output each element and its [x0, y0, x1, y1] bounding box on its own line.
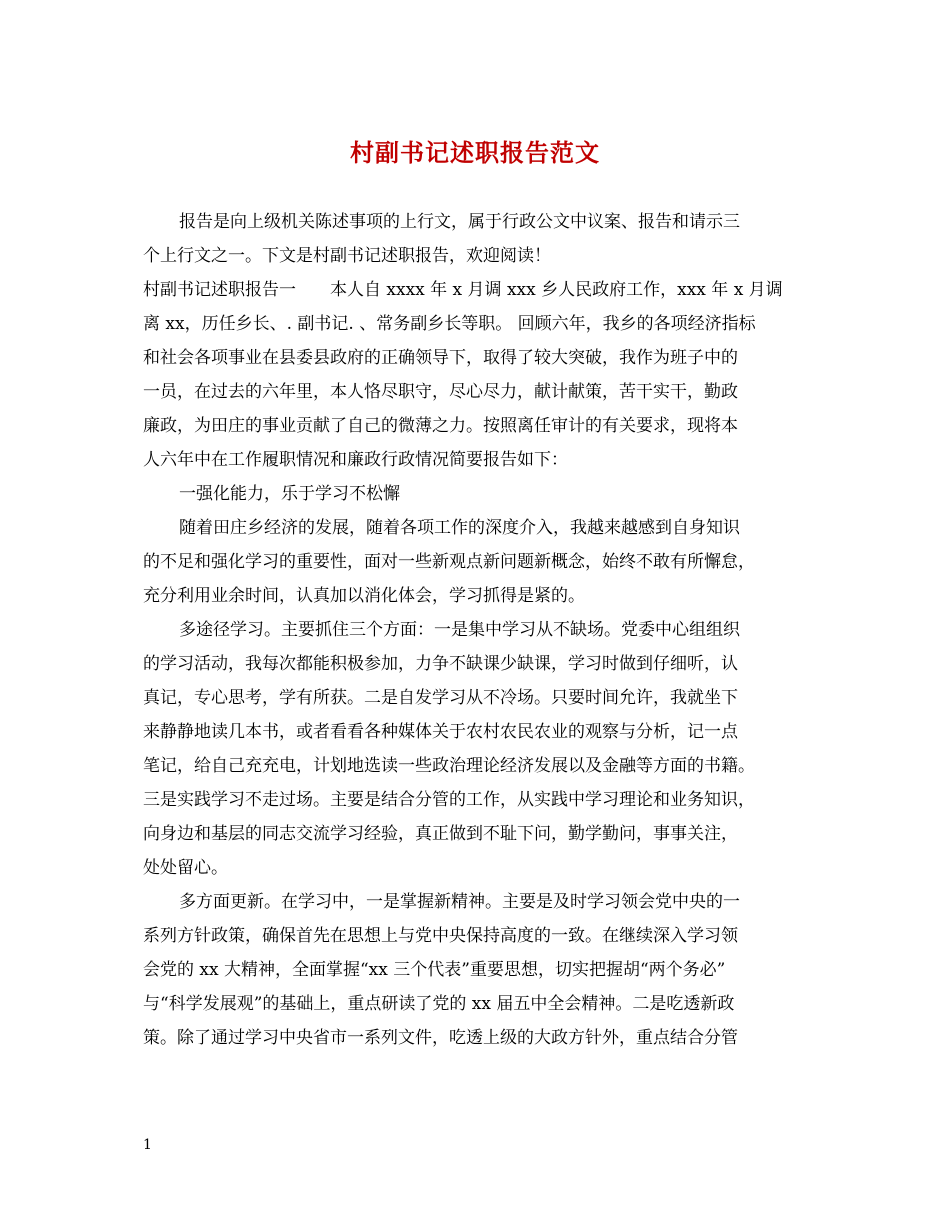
- text-line: 离 xx，历任乡长、. 副书记. 、常务副乡长等职。 回顾六年，我乡的各项经济指标: [143, 314, 756, 334]
- text-line: 充分利用业余时间，认真加以消化体会，学习抓得是紧的。: [143, 586, 585, 606]
- text-line: 的不足和强化学习的重要性，面对一些新观点新问题新概念，始终不敢有所懈怠，: [143, 552, 755, 572]
- text-line: 三是实践学习不走过场。主要是结合分管的工作，从实践中学习理论和业务知识，: [143, 790, 755, 810]
- text-line: 和社会各项事业在县委县政府的正确领导下，取得了较大突破，我作为班子中的: [143, 348, 738, 368]
- text-line: 处处留心。: [143, 858, 228, 878]
- text-line: 的学习活动，我每次都能积极参加，力争不缺课少缺课，学习时做到仔细听，认: [143, 654, 738, 674]
- text-line: 多方面更新。在学习中，一是掌握新精神。主要是及时学习领会党中央的一: [179, 892, 740, 912]
- text-line: 系列方针政策，确保首先在思想上与党中央保持高度的一致。在继续深入学习领: [143, 926, 738, 946]
- text-line: 与“科学发展观”的基础上，重点研读了党的 xx 届五中全会精神。二是吃透新政: [143, 994, 735, 1014]
- text-line: 廉政，为田庄的事业贡献了自己的微薄之力。按照离任审计的有关要求，现将本: [143, 416, 738, 436]
- text-line: 向身边和基层的同志交流学习经验，真正做到不耻下问，勤学勤问，事事关注，: [143, 824, 738, 844]
- text-line: 真记，专心思考，学有所获。二是自发学习从不冷场。只要时间允许，我就坐下: [143, 688, 738, 708]
- text-line: 会党的 xx 大精神，全面掌握“xx 三个代表”重要思想，切实把握胡“两个务必”: [143, 960, 726, 980]
- section-heading: 一强化能力，乐于学习不松懈: [179, 484, 400, 504]
- text-line: 笔记，给自己充充电，计划地选读一些政治理论经济发展以及金融等方面的书籍。: [143, 756, 755, 776]
- document-body: [143, 205, 811, 1055]
- text-line: 来静静地读几本书，或者看看各种媒体关于农村农民农业的观察与分析，记一点: [143, 722, 738, 742]
- page-number: 1: [143, 1137, 152, 1153]
- text-line: 村副书记述职报告一 本人自 xxxx 年 x 月调 xxx 乡人民政府工作，xxx 年 x 月调: [143, 280, 783, 300]
- text-line: 一员，在过去的六年里，本人恪尽职守，尽心尽力，献计献策，苦干实干，勤政: [143, 382, 738, 402]
- document-title: 村副书记述职报告范文: [350, 138, 600, 167]
- text-line: 个上行文之一。下文是村副书记述职报告，欢迎阅读！: [143, 246, 551, 266]
- text-line: 策。除了通过学习中央省市一系列文件，吃透上级的大政方针外，重点结合分管: [143, 1028, 738, 1048]
- text-line: 多途径学习。主要抓住三个方面：一是集中学习从不缺场。党委中心组组织: [179, 620, 740, 640]
- text-line: 报告是向上级机关陈述事项的上行文，属于行政公文中议案、报告和请示三: [179, 212, 740, 232]
- text-line: 随着田庄乡经济的发展，随着各项工作的深度介入，我越来越感到自身知识: [179, 518, 740, 538]
- text-line: 人六年中在工作履职情况和廉政行政情况简要报告如下：: [143, 450, 568, 470]
